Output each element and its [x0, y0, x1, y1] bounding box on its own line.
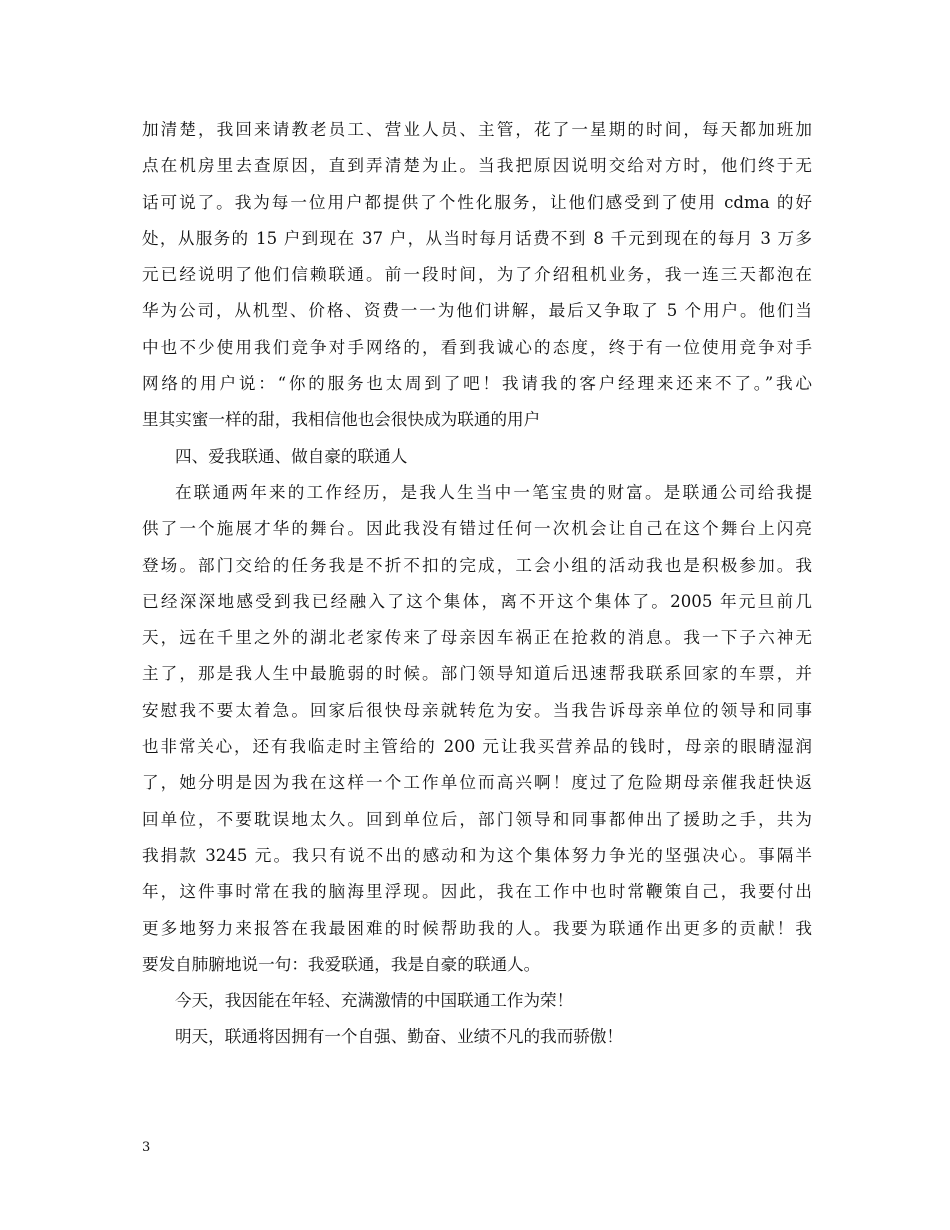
text-line: 也非常关心，还有我临走时主管给的 200 元让我买营养品的钱时，母亲的眼睛湿润 [142, 737, 812, 757]
text-line: 主了，那是我人生中最脆弱的时候。部门领导知道后迅速帮我联系回家的车票，并 [142, 664, 812, 684]
text-line: 安慰我不要太着急。回家后很快母亲就转危为安。当我告诉母亲单位的领导和同事 [142, 700, 812, 720]
text-line: 了，她分明是因为我在这样一个工作单位而高兴啊！度过了危险期母亲催我赶快返 [142, 773, 812, 793]
section-heading: 四、爱我联通、做自豪的联通人 [175, 446, 408, 466]
text-line: 明天，联通将因拥有一个自强、勤奋、业绩不凡的我而骄傲！ [175, 1027, 624, 1047]
text-line: 回单位，不要耽误地太久。回到单位后，部门领导和同事都伸出了援助之手，共为 [142, 809, 812, 829]
text-line: 处，从服务的 15 户到现在 37 户，从当时每月话费不到 8 千元到现在的每月 3 万多 [142, 228, 812, 248]
text-line: 要发自肺腑地说一句：我爱联通，我是自豪的联通人。 [142, 954, 541, 974]
text-line: 中也不少使用我们竞争对手网络的，看到我诚心的态度，终于有一位使用竞争对手 [142, 337, 812, 357]
text-line: 华为公司，从机型、价格、资费一一为他们讲解，最后又争取了 5 个用户。他们当 [142, 301, 812, 321]
text-line: 里其实蜜一样的甜，我相信他也会很快成为联通的用户 [142, 410, 541, 430]
text-line: 我捐款 3245 元。我只有说不出的感动和为这个集体努力争光的坚强决心。事隔半 [142, 845, 812, 865]
text-line: 点在机房里去查原因，直到弄清楚为止。当我把原因说明交给对方时，他们终于无 [142, 156, 812, 176]
text-line: 天，远在千里之外的湖北老家传来了母亲因车祸正在抢救的消息。我一下子六神无 [142, 628, 812, 648]
text-line: 登场。部门交给的任务我是不折不扣的完成，工会小组的活动我也是积极参加。我 [142, 555, 812, 575]
body-text [142, 112, 812, 1056]
text-line: 年，这件事时常在我的脑海里浮现。因此，我在工作中也时常鞭策自己，我要付出 [142, 882, 812, 902]
text-line: 供了一个施展才华的舞台。因此我没有错过任何一次机会让自己在这个舞台上闪亮 [142, 519, 812, 539]
text-line: 已经深深地感受到我已经融入了这个集体，离不开这个集体了。2005 年元旦前几 [142, 591, 812, 611]
text-line: 网络的用户说：“你的服务也太周到了吧！我请我的客户经理来还来不了。”我心 [142, 374, 812, 394]
page-number: 3 [142, 1140, 151, 1155]
text-line: 话可说了。我为每一位用户都提供了个性化服务，让他们感受到了使用 cdma 的好 [142, 192, 812, 212]
text-line: 更多地努力来报答在我最困难的时候帮助我的人。我要为联通作出更多的贡献！我 [142, 918, 812, 938]
text-line: 在联通两年来的工作经历，是我人生当中一笔宝贵的财富。是联通公司给我提 [175, 482, 812, 502]
text-line: 加清楚，我回来请教老员工、营业人员、主管，花了一星期的时间，每天都加班加 [142, 120, 812, 139]
text-line: 元已经说明了他们信赖联通。前一段时间，为了介绍租机业务，我一连三天都泡在 [142, 265, 812, 285]
text-line: 今天，我因能在年轻、充满激情的中国联通工作为荣！ [175, 991, 574, 1011]
